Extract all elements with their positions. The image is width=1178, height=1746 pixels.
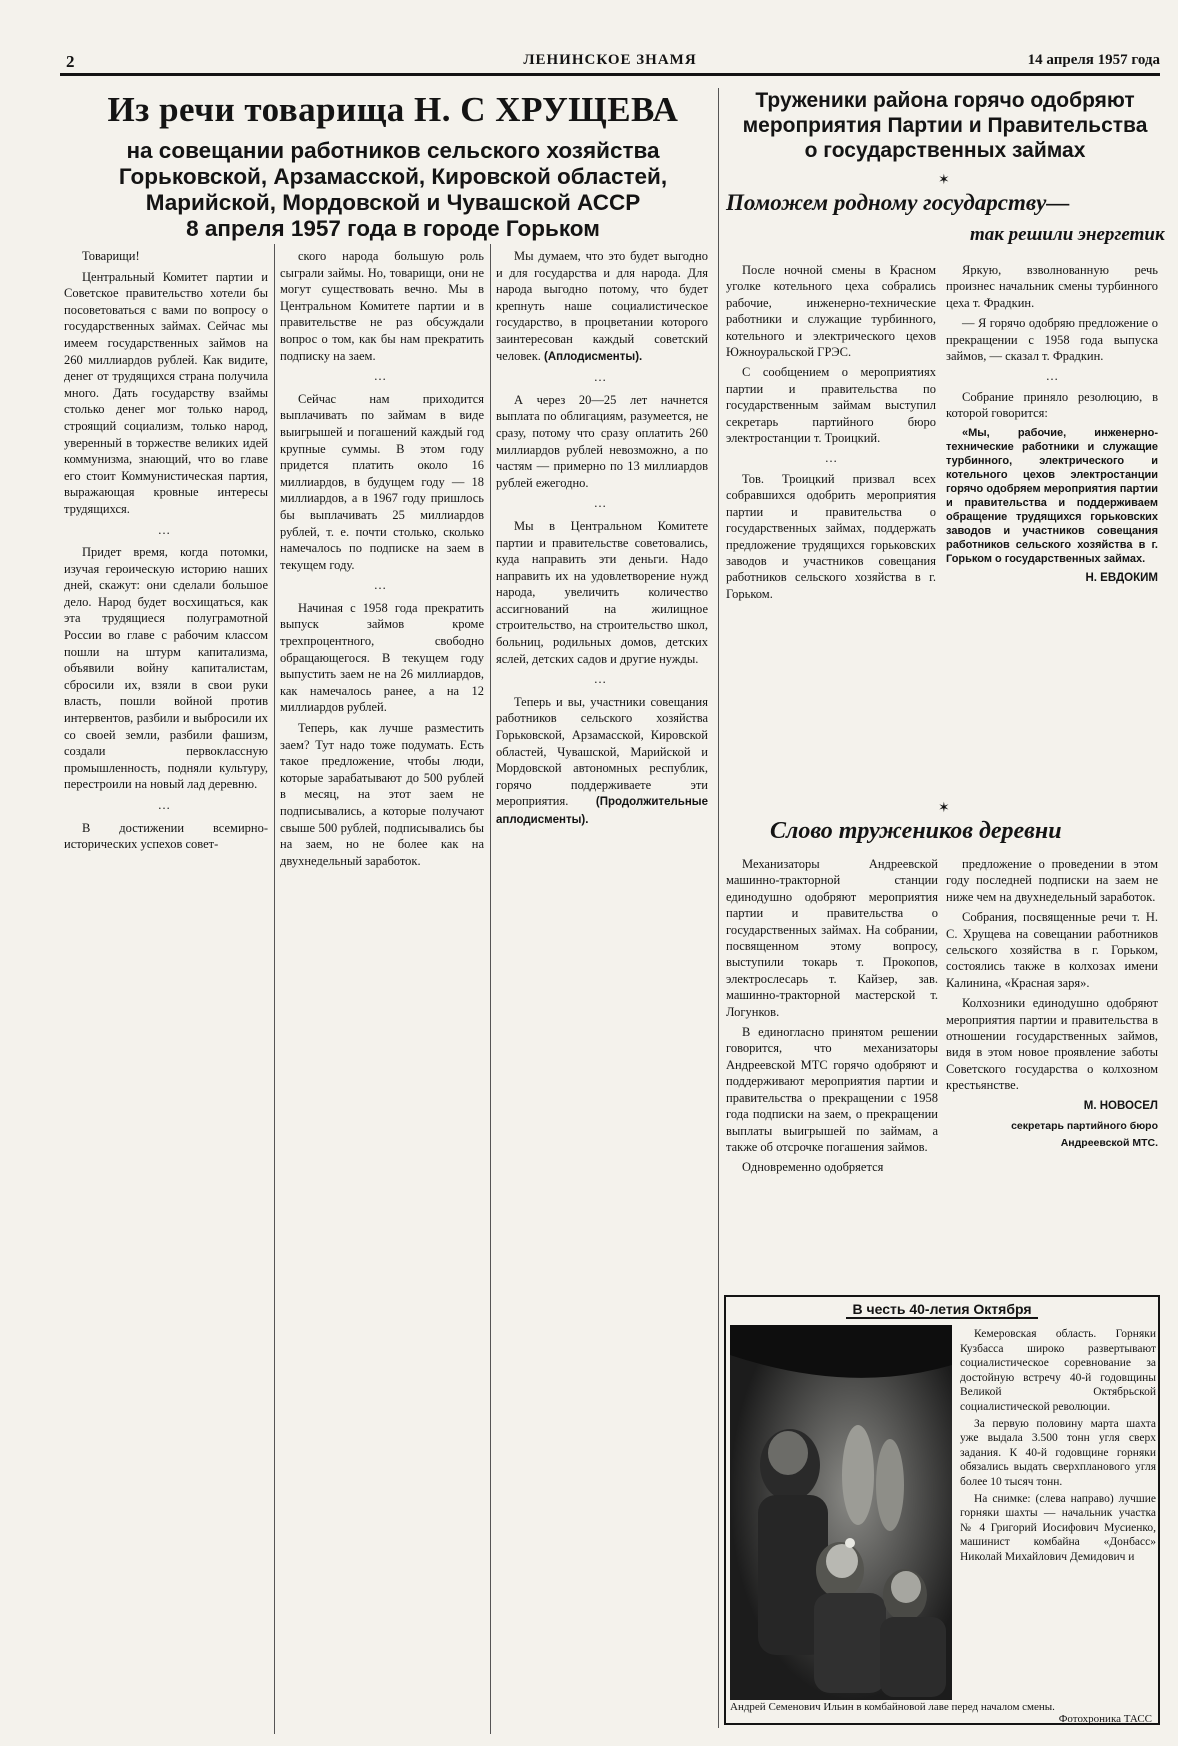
paragraph: Кемеровская область. Горняки Кузбасса широко развертывают социалистическое соревнование за достойную встречу 40-й годовщины Великой Октябрьской социалистической революции.: [960, 1328, 1156, 1413]
paragraph: Механизаторы Андреевской машинно-тракторной станции единодушно одобряют мероприятия партии и правительства о государственных займах. На собрании, посвященном этому вопросу, выступили токарь т. Прокопов, электрослесарь т. Кайзер, зав. машинно-тракторной мастерской т. Логунков.: [726, 857, 938, 1019]
photo-feature-text: [960, 1327, 1156, 1567]
omission-mark: …: [157, 522, 175, 537]
paragraph: Центральный Комитет партии и Советское правительство хотели бы посоветоваться с вами по вопросу о государственных займах. Сейчас мы имеем государственных займов на 260 миллиардов рублей. Как видите, денег от трудящихся страна получила много. Дать государству взаймы столько денег мог только народ, строящий социализм, только народ, уверенный в торжестве великих идей коммунизма, знающий, что во главе его стоит Коммунистическая партия, выражающая кровные интересы трудящихся.: [64, 269, 268, 516]
article-subtitle: [68, 138, 718, 242]
paragraph: предложение о проведении в этом году последней подписки на заем не ниже чем на двухнедельный заработок.: [946, 857, 1158, 904]
paragraph: ского народа большую роль сыграли займы. Но, товарищи, они не могут существовать вечно. Мы в Центральном Комитете партии и в правительстве не раз обсуждали вопрос о том, как бы нам прекратить подписку на заем.: [280, 249, 484, 363]
star-icon: ✶: [938, 801, 950, 816]
omission-mark: …: [1045, 369, 1059, 384]
article-title: Из речи товарища Н. С ХРУЩЕВА: [107, 90, 679, 129]
paragraph: Товарищи!: [82, 249, 140, 263]
speech-column-1: [64, 248, 268, 857]
paragraph: На снимке: (слева направо) лучшие горняки шахты — начальник участка № 4 Григорий Иосифович Мусиенко, машинист комбайна «Донбасс» Николай Михайлович Демидович и: [960, 1492, 1156, 1563]
subtitle-line: Марийской, Мордовской и Чувашской АССР: [145, 190, 641, 215]
paragraph: Собрание приняло резолюцию, в которой говорится:: [946, 389, 1158, 421]
paragraph: Начиная с 1958 года прекратить выпуск займов кроме трехпроцентного, свободно обращающегося. В текущем году выпустить заем не на 26 миллиардов, как намечалось ранее, а на 12 миллиардов рублей.: [280, 600, 484, 715]
paragraph: Тов. Троицкий призвал всех собравшихся одобрить мероприятия партии и правительства о государственных займах, поддержать предложение трудящихся горьковских заводов и участников совещания работников сельского хозяйства в г. Горьком.: [726, 471, 936, 601]
photo-feature-title: В честь 40-летия Октября: [726, 1301, 1158, 1317]
omission-mark: …: [824, 451, 838, 466]
story1-heading: Поможем родному государству—: [726, 190, 1070, 215]
paragraph-text: Мы думаем, что это будет выгодно и для государства и для народа. Для народа выгодно потому, что будет крепнуть наше социалистическое государство, в процветании которого заинтересован каждый советский человек.: [496, 249, 708, 363]
photo-caption: Андрей Семенович Ильин в комбайновой лаве перед началом смены.: [730, 1701, 1055, 1713]
column-rule: [490, 244, 491, 1734]
story1-right-column: [946, 262, 1158, 590]
paragraph-text: Теперь и вы, участники совещания работников сельского хозяйства Горьковской, Арзамасской, Кировской областей, Чувашской, Марийской и Мордовской автономных республик, горячо поддерживаете эти мероприятия.: [496, 694, 708, 809]
paragraph: Одновременно одобряется: [742, 1160, 884, 1175]
right-title-line: мероприятия Партии и Правительства: [742, 114, 1148, 137]
paragraph: Колхозники единодушно одобряют мероприятия партии и правительства в отношении государственных займов, видя в этом новое проявление заботы Советского государства о колхозном крестьянстве.: [946, 996, 1158, 1093]
omission-mark: …: [157, 798, 175, 812]
omission-mark: …: [593, 672, 611, 687]
subtitle-line: на совещании работников сельского хозяйства: [126, 138, 660, 163]
paragraph: После ночной смены в Красном уголке котельного цеха собрались рабочие, инженерно-технические работники и служащие турбинного, котельного и электрического цехов Южноуральской ГРЭС.: [726, 263, 936, 360]
paragraph: С сообщением о мероприятиях партии и правительства по государственным займам выступил секретарь партийного бюро электростанции т. Троицкий.: [726, 365, 936, 446]
story2-left-column: [726, 856, 938, 1180]
omission-mark: …: [593, 496, 611, 511]
star-icon: ✶: [938, 173, 950, 188]
section-rule: [718, 88, 719, 1728]
story2-heading: Слово тружеников деревни: [770, 818, 1062, 844]
photo-feature: [724, 1295, 1160, 1725]
paragraph: — Я горячо одобряю предложение о прекращении с 1958 года выпуска займов, — сказал т. Фрадкин.: [946, 316, 1158, 364]
right-title-line: Труженики района горячо одобряют: [755, 89, 1135, 112]
story1-left-column: [726, 262, 936, 606]
story1-subheading: так решили энергетик: [970, 224, 1165, 245]
miners-photo: [730, 1325, 952, 1700]
paragraph: [496, 248, 708, 365]
speech-column-3: [496, 248, 708, 833]
paragraph: А через 20—25 лет начнется выплата по облигациям, разумеется, не сразу, потому что сразу оплатить 260 миллиардов рублей невозможно, а по частям — примерно по 13 миллиардов рублей ежегодно.: [496, 392, 708, 490]
story2-right-column: [946, 856, 1158, 1155]
applause-note: (Продолжительные аплодисменты).: [496, 796, 708, 826]
issue-date: 14 апреля 1957 года: [1027, 52, 1160, 68]
paragraph: Сейчас нам приходится выплачивать по займам в виде выигрышей и погашений каждый год крупные суммы. В этом году придется платить около 16 миллиардов, в будущем году — 18 миллиардов, а в 1967 году пришлось бы выплачивать 25 миллиардов рублей, т. е. почти столько, сколько намечалось по подписке на заем в текущем году.: [280, 391, 484, 572]
paragraph: В достижении всемирно-исторических успехов совет-: [64, 820, 268, 852]
applause-note: (Аплодисменты).: [544, 350, 643, 363]
resolution-quote: «Мы, рабочие, инженерно-технические работники и служащие турбинного, электрического и котельного цехов электростанции горячо одобряем мероприятия партии и правительства и поддерживаем обращение трудящихся горьковских заводов и участников совещания работников сельского хозяйства в г. Горьком о государственных займах.: [946, 426, 1158, 565]
right-headline: [730, 88, 1160, 163]
masthead: [60, 52, 1160, 76]
signature: Н. ЕВДОКИМ: [1085, 571, 1158, 584]
paragraph: Яркую, взволнованную речь произнес начальник смены турбинного цеха т. Фрадкин.: [946, 263, 1158, 310]
omission-mark: …: [373, 369, 391, 384]
omission-mark: …: [593, 370, 611, 385]
left-headline: [68, 88, 718, 242]
paragraph: Собрания, посвященные речи т. Н. С. Хрущева на совещании работников сельского хозяйства в г. Горьком, состоялись также в колхозах имени Калинина, «Красная заря».: [946, 910, 1158, 990]
photo-credit: Фотохроника ТАСС: [1058, 1713, 1152, 1725]
right-title-line: о государственных займах: [804, 139, 1086, 162]
signature: М. НОВОСЕЛ: [1083, 1099, 1158, 1112]
paragraph: В единогласно принятом решении говорится, что механизаторы Андреевской МТС горячо одобряют и поддерживают мероприятия партии и правительства о прекращении с 1958 года подписки на заем, о прекращении выплаты выигрышей по займам, а также об отсрочке погашения займов.: [726, 1025, 938, 1154]
paragraph: Теперь, как лучше разместить заем? Тут надо тоже подумать. Есть такое предложение, чтобы люди, которые зарабатывают до 500 рублей в месяц, на этот заем не подписывались, а которые получают свыше 500 рублей, подписывались бы на заем, но не более как на двухнедельный заработок.: [280, 721, 484, 868]
page-number: 2: [66, 52, 75, 71]
column-rule: [274, 244, 275, 1734]
newspaper-name: ЛЕНИНСКОЕ ЗНАМЯ: [523, 52, 697, 68]
omission-mark: …: [373, 578, 391, 593]
subtitle-line: Горьковской, Арзамасской, Кировской областей,: [118, 164, 668, 189]
paragraph: Мы в Центральном Комитете партии и правительстве советовались, куда направить эти деньги. Надо направить их на удовлетворение нужд народа, увеличить количество ассигнований на жилищное строительство, на строительство школ, больниц, родильных домов, детских яслей, детских садов и другие нужды.: [496, 518, 708, 666]
paragraph: Придет время, когда потомки, изучая героическую историю наших дней, скажут: они сделали большое дело. Народ будет восхищаться, как эта трудящиеся полуграмотной России во главе с рабочим классом пошли на штурм капитализма, объявили войну капиталистам, сбросили их, взяли в свои руки власть, пошли войной против интервентов, разбили и выбросили их со своей земли, разбили фашизм, создали первоклассную промышленность, подняли культуру, перестроили на новый лад деревню.: [64, 545, 268, 792]
paragraph: За первую половину марта шахта уже выдала 3.500 тонн угля сверх задания. К 40-й годовщине горняки обязались выдать сверхпланового угля более 10 тысяч тонн.: [960, 1417, 1156, 1488]
speech-column-2: [280, 248, 484, 873]
signature-role: секретарь партийного бюро Андреевской МТС.: [1011, 1120, 1158, 1149]
subtitle-line: 8 апреля 1957 года в городе Горьком: [186, 216, 600, 241]
paragraph: [496, 694, 708, 829]
